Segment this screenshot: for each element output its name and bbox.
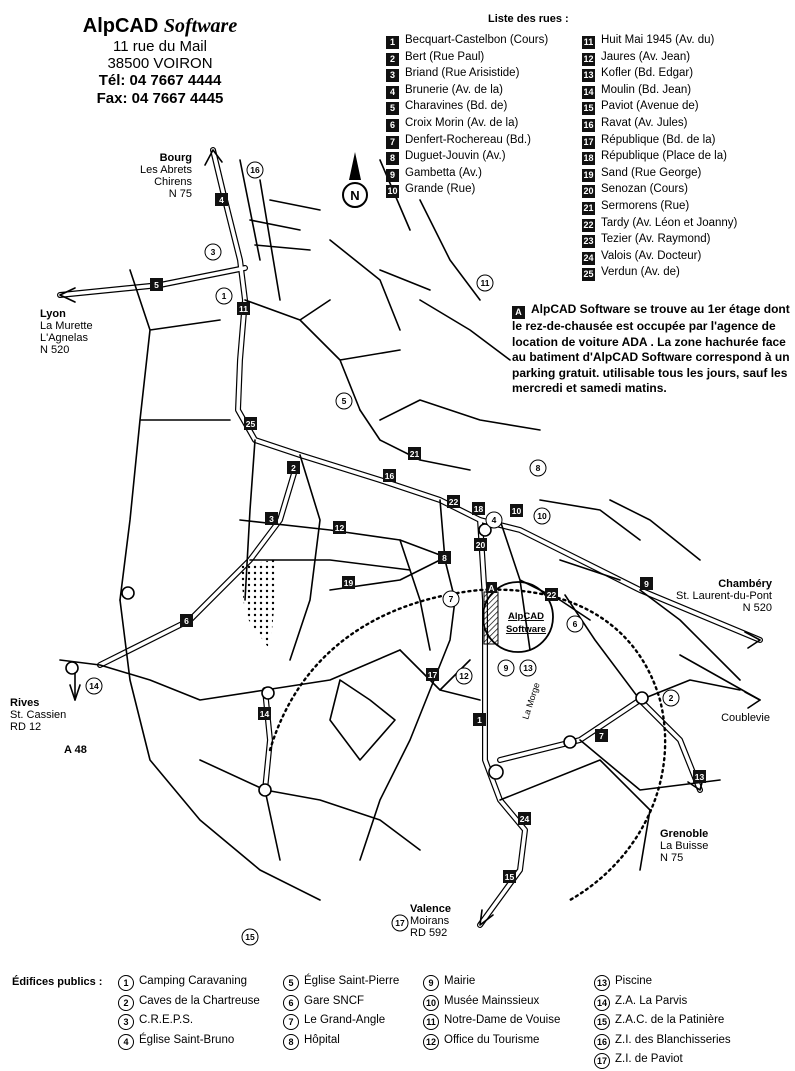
svg-text:15: 15 bbox=[245, 932, 255, 942]
place-a48: A 48 bbox=[64, 744, 87, 756]
street-number: 17 bbox=[583, 136, 594, 147]
building-name: C.R.E.P.S. bbox=[139, 1014, 194, 1026]
building-item bbox=[594, 1012, 724, 1030]
building-item bbox=[118, 993, 260, 1011]
place-rives: Rives St. Cassien RD 12 bbox=[10, 697, 67, 733]
street-number: 20 bbox=[583, 186, 594, 197]
svg-text:21: 21 bbox=[409, 449, 420, 459]
svg-text:3: 3 bbox=[210, 247, 216, 257]
building-item bbox=[118, 1012, 193, 1030]
building-name: Mairie bbox=[444, 975, 476, 987]
street-name: Senozan (Cours) bbox=[601, 183, 688, 196]
svg-text:25: 25 bbox=[245, 419, 256, 429]
street-item bbox=[582, 264, 680, 281]
svg-text:6: 6 bbox=[184, 616, 189, 626]
building-number: 4 bbox=[118, 1034, 134, 1050]
building-name: Le Grand-Angle bbox=[304, 1014, 386, 1026]
street-name: Kofler (Bd. Edgar) bbox=[601, 67, 694, 80]
place-chambery: Chambéry St. Laurent-du-Pont N 520 bbox=[675, 578, 772, 614]
svg-text:9: 9 bbox=[503, 663, 509, 673]
svg-text:10: 10 bbox=[511, 506, 522, 516]
svg-text:16: 16 bbox=[250, 165, 260, 175]
svg-text:5: 5 bbox=[154, 280, 159, 290]
building-number: 16 bbox=[594, 1034, 610, 1050]
svg-text:22: 22 bbox=[546, 590, 557, 600]
street-item bbox=[386, 98, 507, 115]
street-name: Bert (Rue Paul) bbox=[405, 50, 485, 63]
svg-text:7: 7 bbox=[448, 594, 454, 604]
place-coublevie: Coublevie bbox=[721, 712, 770, 724]
street-name: Croix Morin (Av. de la) bbox=[405, 117, 519, 129]
svg-text:1: 1 bbox=[221, 291, 227, 301]
street-number: 24 bbox=[583, 252, 594, 263]
building-item bbox=[283, 1032, 340, 1050]
building-number: 14 bbox=[594, 995, 610, 1011]
street-item bbox=[582, 98, 699, 115]
company-header bbox=[60, 14, 260, 108]
street-number: 23 bbox=[583, 236, 594, 247]
building-number: 3 bbox=[118, 1014, 134, 1030]
street-item bbox=[582, 148, 727, 165]
street-item bbox=[582, 32, 714, 49]
street-item bbox=[386, 82, 503, 99]
street-name: République (Bd. de la) bbox=[601, 133, 716, 146]
compass-icon bbox=[343, 152, 367, 207]
building-number: 12 bbox=[423, 1034, 439, 1050]
building-item bbox=[118, 973, 247, 991]
svg-text:10: 10 bbox=[537, 511, 547, 521]
alpcad-map-label-2: Software bbox=[505, 624, 547, 635]
alpcad-map-label: AlpCAD bbox=[508, 611, 544, 622]
street-number: 6 bbox=[386, 119, 399, 132]
place-grenoble: Grenoble La Buisse N 75 bbox=[660, 828, 709, 864]
location-note bbox=[512, 302, 792, 397]
street-number: 8 bbox=[386, 152, 399, 165]
street-name: Duguet-Jouvin (Av.) bbox=[405, 150, 506, 163]
svg-text:13: 13 bbox=[694, 772, 705, 782]
street-item bbox=[582, 132, 715, 149]
street-name: Denfert-Rochereau (Bd.) bbox=[405, 133, 531, 146]
street-number: 21 bbox=[583, 203, 594, 213]
building-name: Église Saint-Pierre bbox=[304, 975, 400, 987]
building-number: 6 bbox=[283, 995, 299, 1011]
buildings-title: Édifices publics : bbox=[12, 976, 103, 988]
building-name: Notre-Dame de Vouise bbox=[444, 1014, 561, 1026]
street-item bbox=[386, 65, 519, 82]
svg-text:6: 6 bbox=[572, 619, 578, 629]
place-bourg: Bourg Les Abrets Chirens N 75 bbox=[140, 152, 192, 200]
street-number: 14 bbox=[583, 86, 594, 97]
svg-text:9: 9 bbox=[644, 579, 649, 589]
building-item bbox=[283, 973, 399, 991]
street-item bbox=[582, 198, 689, 215]
svg-text:4: 4 bbox=[491, 515, 497, 525]
place-valence: Valence Moirans RD 592 bbox=[410, 903, 451, 939]
street-item bbox=[582, 181, 688, 198]
street-number: 7 bbox=[386, 136, 399, 149]
street-number: 11 bbox=[583, 37, 594, 47]
street-number: 13 bbox=[583, 70, 594, 81]
building-number: 2 bbox=[118, 995, 134, 1011]
svg-text:11: 11 bbox=[480, 278, 490, 288]
street-name: Huit Mai 1945 (Av. du) bbox=[601, 34, 715, 46]
building-name: Z.A. La Parvis bbox=[615, 994, 688, 1007]
streets-title: Liste des rues : bbox=[488, 13, 569, 25]
svg-text:19: 19 bbox=[343, 578, 354, 588]
svg-text:A: A bbox=[488, 583, 495, 593]
street-number: 12 bbox=[583, 53, 594, 64]
street-number: 18 bbox=[583, 153, 594, 164]
street-item bbox=[582, 115, 688, 132]
street-number: 25 bbox=[583, 269, 594, 280]
location-note-text: AlpCAD Software se trouve au 1er étage dont le rez-de-chausée est occupée par l'agence de location de voiture ADA . La zone hachurée face au batiment d'AlpCAD Software correspond à un parking gratuit. utilisable tous les jours, sauf les mercredi et samedi matins. bbox=[512, 302, 790, 395]
building-item bbox=[423, 1032, 539, 1050]
street-item bbox=[386, 148, 506, 165]
building-item bbox=[423, 973, 475, 991]
building-number: 8 bbox=[283, 1034, 299, 1050]
street-name: Verdun (Av. de) bbox=[601, 266, 680, 279]
svg-text:22: 22 bbox=[448, 497, 459, 507]
svg-text:8: 8 bbox=[535, 463, 541, 473]
svg-text:3: 3 bbox=[269, 514, 274, 524]
svg-text:18: 18 bbox=[473, 504, 484, 514]
street-number: 2 bbox=[386, 53, 399, 66]
building-item bbox=[283, 993, 364, 1011]
svg-text:15: 15 bbox=[504, 872, 515, 882]
svg-text:20: 20 bbox=[475, 540, 486, 550]
street-item bbox=[582, 82, 691, 99]
street-number: 19 bbox=[583, 169, 594, 180]
building-number: 1 bbox=[118, 975, 134, 991]
street-item bbox=[582, 231, 711, 248]
street-name: Becquart-Castelbon (Cours) bbox=[405, 34, 549, 46]
street-name: Ravat (Av. Jules) bbox=[601, 117, 688, 129]
svg-text:2: 2 bbox=[291, 463, 296, 473]
building-name: Z.I. des Blanchisseries bbox=[615, 1033, 731, 1046]
building-name: Musée Mainssieux bbox=[444, 994, 540, 1007]
building-number: 9 bbox=[423, 975, 439, 991]
street-item bbox=[582, 248, 701, 265]
svg-text:8: 8 bbox=[442, 553, 447, 563]
river-label: La Morge bbox=[520, 681, 542, 721]
building-item bbox=[283, 1012, 385, 1030]
building-item bbox=[594, 973, 652, 991]
building-item bbox=[118, 1032, 234, 1050]
phone-number: Tél: 04 7667 4444 bbox=[98, 72, 222, 89]
street-number: 22 bbox=[583, 219, 594, 230]
street-item bbox=[386, 115, 518, 132]
svg-text:1: 1 bbox=[477, 715, 482, 725]
svg-text:16: 16 bbox=[384, 471, 395, 481]
svg-text:7: 7 bbox=[599, 731, 604, 741]
svg-text:14: 14 bbox=[89, 681, 99, 691]
street-item bbox=[582, 49, 690, 66]
place-lyon: Lyon La Murette L'Agnelas N 520 bbox=[40, 308, 93, 356]
building-number: 11 bbox=[423, 1014, 439, 1030]
building-name: Gare SNCF bbox=[304, 994, 365, 1007]
svg-text:17: 17 bbox=[395, 918, 405, 928]
street-item bbox=[386, 49, 484, 66]
building-number: 13 bbox=[594, 975, 610, 991]
svg-text:14: 14 bbox=[259, 709, 270, 719]
street-item bbox=[582, 165, 701, 182]
street-name: République (Place de la) bbox=[601, 150, 727, 163]
address-line-1: 11 rue du Mail bbox=[113, 38, 207, 55]
street-number: 5 bbox=[386, 102, 399, 115]
building-name: Camping Caravaning bbox=[139, 975, 248, 987]
street-name: Briand (Rue Arisistide) bbox=[405, 67, 520, 80]
building-number: 17 bbox=[594, 1053, 610, 1069]
building-name: Office du Tourisme bbox=[444, 1033, 540, 1046]
street-name: Tardy (Av. Léon et Joanny) bbox=[601, 216, 738, 229]
street-name: Sand (Rue George) bbox=[601, 166, 702, 179]
building-name: Z.A.C. de la Patinière bbox=[615, 1014, 725, 1026]
company-name: AlpCAD Software bbox=[82, 15, 238, 37]
street-item bbox=[582, 65, 693, 82]
street-name: Sermorens (Rue) bbox=[601, 200, 690, 212]
building-item bbox=[423, 1012, 560, 1030]
street-number: 10 bbox=[387, 186, 398, 197]
address-line-2: 38500 VOIRON bbox=[107, 55, 213, 72]
building-number: 5 bbox=[283, 975, 299, 991]
street-name: Valois (Av. Docteur) bbox=[601, 249, 702, 262]
building-number: 15 bbox=[594, 1014, 610, 1030]
building-name: Piscine bbox=[615, 975, 653, 987]
svg-text:2: 2 bbox=[668, 693, 674, 703]
svg-text:12: 12 bbox=[459, 671, 469, 681]
building-name: Z.I. de Paviot bbox=[615, 1053, 683, 1065]
street-name: Charavines (Bd. de) bbox=[405, 100, 508, 113]
street-item bbox=[386, 32, 548, 49]
building-name: Caves de la Chartreuse bbox=[139, 994, 260, 1007]
street-item bbox=[386, 165, 482, 182]
compass-label: N bbox=[350, 188, 360, 203]
street-name: Tezier (Av. Raymond) bbox=[601, 233, 711, 246]
building-item bbox=[594, 1032, 731, 1050]
building-item bbox=[594, 993, 687, 1011]
street-item bbox=[386, 132, 531, 149]
street-number: 3 bbox=[386, 69, 399, 82]
street-item bbox=[582, 215, 737, 232]
svg-text:11: 11 bbox=[239, 304, 248, 314]
street-number: 1 bbox=[386, 36, 399, 49]
svg-text:4: 4 bbox=[219, 195, 224, 205]
street-name: Brunerie (Av. de la) bbox=[405, 83, 504, 96]
street-name: Jaures (Av. Jean) bbox=[601, 50, 691, 63]
street-name: Gambetta (Av.) bbox=[405, 166, 482, 179]
building-name: Église Saint-Bruno bbox=[139, 1033, 235, 1046]
building-number: 10 bbox=[423, 995, 439, 1011]
street-name: Grande (Rue) bbox=[405, 183, 476, 196]
street-number: 4 bbox=[386, 86, 399, 99]
street-name: Moulin (Bd. Jean) bbox=[601, 83, 692, 96]
svg-text:5: 5 bbox=[341, 396, 347, 406]
street-number: 16 bbox=[583, 120, 594, 130]
building-number: 7 bbox=[283, 1014, 299, 1030]
building-item bbox=[423, 993, 539, 1011]
street-item bbox=[386, 181, 475, 198]
location-marker: A bbox=[512, 306, 525, 319]
svg-text:13: 13 bbox=[523, 663, 533, 673]
street-number: 15 bbox=[583, 103, 594, 114]
building-item bbox=[594, 1051, 683, 1069]
street-name: Paviot (Avenue de) bbox=[601, 100, 699, 113]
svg-text:24: 24 bbox=[519, 814, 530, 824]
fax-number: Fax: 04 7667 4445 bbox=[96, 90, 224, 107]
svg-text:17: 17 bbox=[427, 670, 438, 680]
street-number: 9 bbox=[386, 169, 399, 182]
building-name: Hôpital bbox=[304, 1033, 340, 1046]
svg-text:12: 12 bbox=[334, 523, 345, 533]
